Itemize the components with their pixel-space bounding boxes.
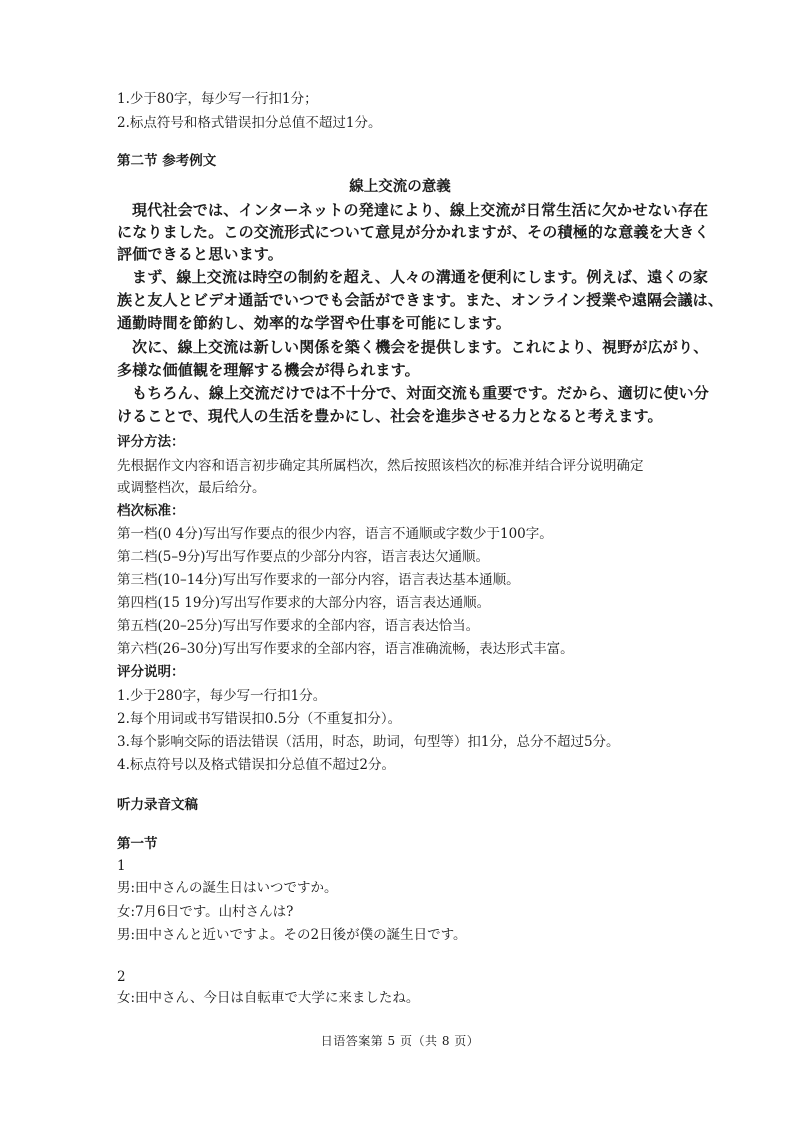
scoring-method-heading: 评分方法： — [117, 434, 185, 450]
note-item: 3.每个影响交际的语法错误（活用，时态，助词，句型等）扣1分，总分不超过5分。 — [117, 734, 620, 750]
grade-item: 第三档(10–14分)写出写作要求的一部分内容，语言表达基本通顺。 — [117, 572, 520, 588]
transcript-section-heading: 第一节 — [117, 836, 158, 852]
essay-line: 評価できると思います。 — [117, 245, 284, 263]
note-item: 1.少于280字，每少写一行扣1分。 — [117, 688, 327, 704]
essay-line: けることで、現代人の生活を豊かにし、社会を進歩させる力となると考えます。 — [117, 407, 663, 425]
dialogue-line: 女:7月6日です。山村さんは? — [117, 904, 294, 920]
essay-line: まず、線上交流は時空の制約を超え、人々の溝通を便利にします。例えば、遠くの家 — [132, 268, 709, 286]
scoring-method-line: 或调整档次，最后给分。 — [117, 480, 266, 496]
grade-item: 第五档(20–25分)写出写作要求的全部内容，语言表达恰当。 — [117, 618, 480, 634]
dialogue-line: 男:田中さんと近いですよ。その2日後が僕の誕生日です。 — [117, 927, 467, 943]
section-heading: 第二节 参考例文 — [117, 153, 217, 169]
question-number: 1 — [117, 858, 126, 874]
rule-line: 1.少于80字，每少写一行扣1分； — [117, 91, 318, 107]
essay-line: 次に、線上交流は新しい関係を築く機会を提供します。これにより、視野が広がり、 — [132, 338, 709, 356]
transcript-heading: 听力录音文稿 — [117, 797, 198, 813]
dialogue-line: 男:田中さんの誕生日はいつですか。 — [117, 880, 338, 896]
essay-line: 族と友人とビデオ通話でいつでも会話ができます。また、オンライン授業や遠隔会議は、 — [117, 291, 724, 309]
dialogue-line: 女:田中さん、今日は自転車で大学に来ましたね。 — [117, 990, 420, 1006]
essay-line: もちろん、線上交流だけでは不十分で、対面交流も重要です。だから、適切に使い分 — [132, 384, 710, 402]
grade-item: 第二档(5–9分)写出写作要点的少部分内容，语言表达欠通顺。 — [117, 549, 489, 565]
essay-line: になりました。この交流形式について意見が分かれますが、その積極的な意義を大きく — [117, 223, 710, 241]
grade-item: 第一档(0 4分)写出写作要点的很少内容，语言不通顺或字数少于100字。 — [117, 526, 553, 542]
page-footer: 日语答案第 5 页（共 8 页） — [320, 1034, 480, 1048]
essay-line: 多様な価値観を理解する機会が得られます。 — [117, 361, 420, 379]
grade-item: 第六档(26–30分)写出写作要求的全部内容，语言准确流畅，表达形式丰富。 — [117, 641, 574, 657]
essay-line: 現代社会では、インターネットの発達により、線上交流が日常生活に欠かせない存在 — [132, 201, 709, 219]
essay-title: 線上交流の意義 — [349, 178, 451, 195]
grade-standards-heading: 档次标准： — [117, 503, 185, 519]
note-item: 4.标点符号以及格式错误扣分总值不超过2分。 — [117, 757, 395, 773]
scoring-method-line: 先根据作文内容和语言初步确定其所属档次，然后按照该档次的标准并结合评分说明确定 — [117, 458, 644, 474]
note-item: 2.每个用词或书写错误扣0.5分（不重复扣分）。 — [117, 711, 402, 727]
essay-line: 通勤時間を節約し、効率的な学習や仕事を可能にします。 — [117, 314, 512, 332]
scoring-notes-heading: 评分说明： — [117, 664, 185, 680]
grade-item: 第四档(15 19分)写出写作要求的大部分内容，语言表达通顺。 — [117, 595, 491, 611]
question-number: 2 — [117, 969, 126, 985]
rule-line: 2.标点符号和格式错误扣分总值不超过1分。 — [117, 115, 382, 131]
